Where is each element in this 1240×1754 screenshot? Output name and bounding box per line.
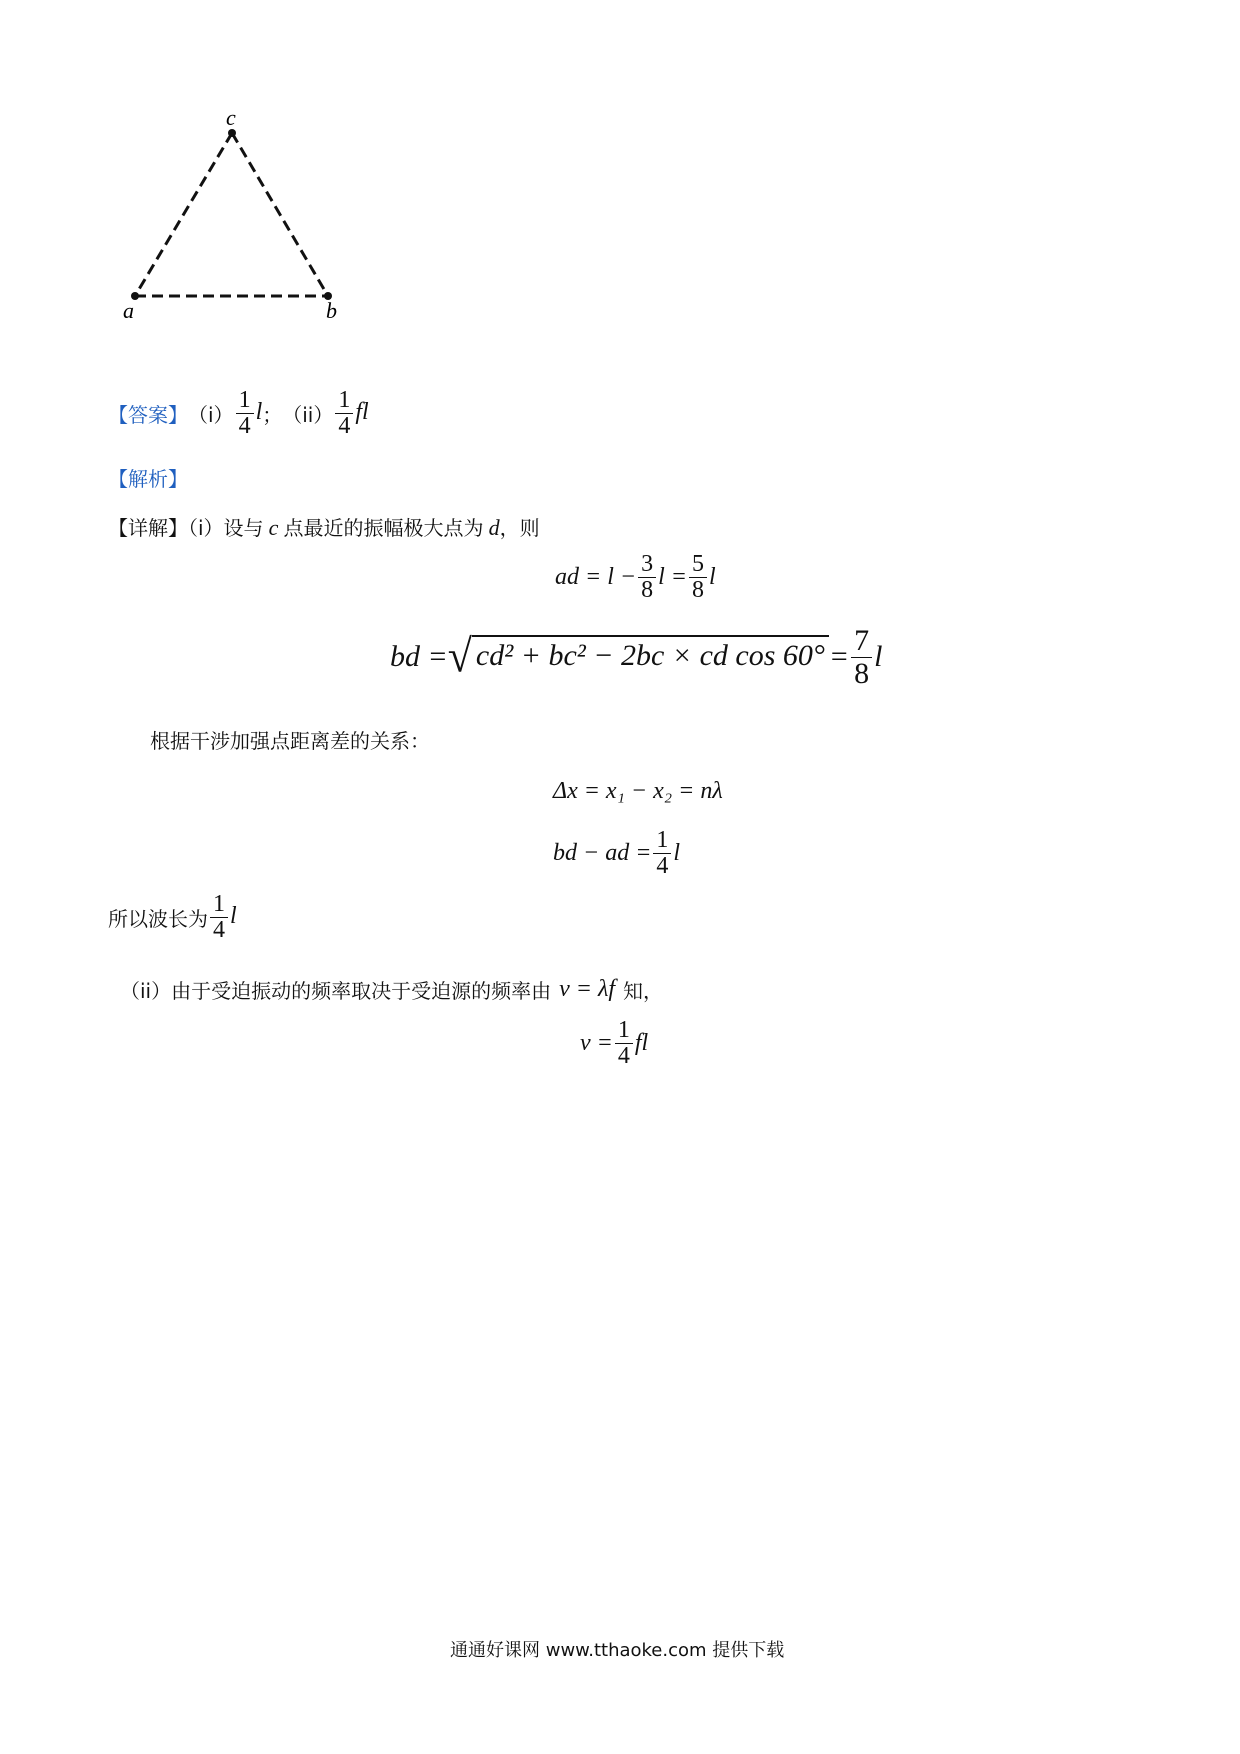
detail-intro-end: ，则 <box>499 516 540 540</box>
label-a: a <box>123 298 134 323</box>
part2-line <box>120 975 663 1004</box>
detail-intro <box>108 512 540 541</box>
eq5-den: 4 <box>617 1043 630 1070</box>
eq4-tail: l <box>673 840 681 867</box>
triangle-diagram <box>120 110 380 360</box>
detail-intro-mid: 点最近的振幅极大点为 <box>283 516 484 540</box>
part2-end: 知， <box>623 979 664 1003</box>
answer2-tail: fl <box>355 399 369 426</box>
answer-tag: 【答案】 <box>108 403 188 428</box>
point-c <box>228 129 236 137</box>
relation-text: 根据干涉加强点距离差的关系： <box>150 729 430 753</box>
eq1-lhs: ad = l − <box>555 564 637 591</box>
equation-bd <box>390 625 882 689</box>
label-c: c <box>226 110 236 130</box>
answer2-formula <box>333 388 368 439</box>
eq1-f1-num: 3 <box>638 552 656 578</box>
equation-delta-x: Δx = x₁ − x₂ = nλ <box>553 778 723 804</box>
page-footer: 通通好课网 www.tthaoke.com 提供下载 <box>450 1640 785 1661</box>
var-d: d <box>488 515 500 540</box>
side-cb <box>232 133 328 296</box>
answer1-den: 4 <box>238 413 251 440</box>
answer2-den: 4 <box>338 413 351 440</box>
eq2-num: 7 <box>851 625 872 658</box>
detail-tag: 【详解】 <box>108 516 188 540</box>
answer1-num: 1 <box>236 388 254 414</box>
equation-v <box>580 1018 648 1069</box>
answer-part2: （ii） <box>282 403 334 428</box>
part2-formula: v = λf <box>559 976 616 1002</box>
eq4-den: 4 <box>656 853 669 880</box>
label-b: b <box>326 298 337 323</box>
answer-part1: （i） <box>188 403 234 428</box>
eq1-mid: l = <box>658 564 687 591</box>
eq2-lhs: bd = <box>390 640 448 673</box>
wavelength-line <box>108 892 237 943</box>
answer1-tail: l <box>255 399 263 426</box>
var-c: c <box>268 515 279 540</box>
answer1-formula <box>234 388 263 439</box>
wavelength-den: 4 <box>213 917 225 944</box>
detail-intro-text: （i）设与 <box>188 516 264 540</box>
wavelength-num: 1 <box>210 892 228 918</box>
wavelength-text: 所以波长为 <box>108 907 208 932</box>
wavelength-tail: l <box>230 903 237 930</box>
eq2-mid: = <box>828 640 850 673</box>
equation-ad <box>555 552 716 603</box>
eq1-f2-den: 8 <box>691 577 704 604</box>
eq5-lhs: v = <box>580 1030 613 1057</box>
eq4-num: 1 <box>653 828 671 854</box>
answer2-num: 1 <box>335 388 353 414</box>
answer-line <box>108 388 369 439</box>
eq1-f1-den: 8 <box>641 577 654 604</box>
sqrt-expression: √ cd² + bc² − 2bc × cd cos 60° <box>448 635 829 679</box>
eq1-tail: l <box>708 564 716 591</box>
side-ca <box>135 133 232 296</box>
eq1-f2-num: 5 <box>689 552 707 578</box>
part2-text: （ii）由于受迫振动的频率取决于受迫源的频率由 <box>120 979 552 1003</box>
equation-bd-minus-ad <box>553 828 680 879</box>
analysis-tag: 【解析】 <box>108 467 188 491</box>
eq2-tail: l <box>874 640 883 673</box>
eq2-den: 8 <box>854 656 870 690</box>
answer-sep: ； <box>262 403 283 428</box>
eq5-tail: fl <box>634 1030 649 1057</box>
eq5-num: 1 <box>615 1018 633 1044</box>
eq4-lhs: bd − ad = <box>553 840 652 867</box>
eq2-radicand: cd² + bc² − 2bc × cd cos 60° <box>472 635 829 679</box>
